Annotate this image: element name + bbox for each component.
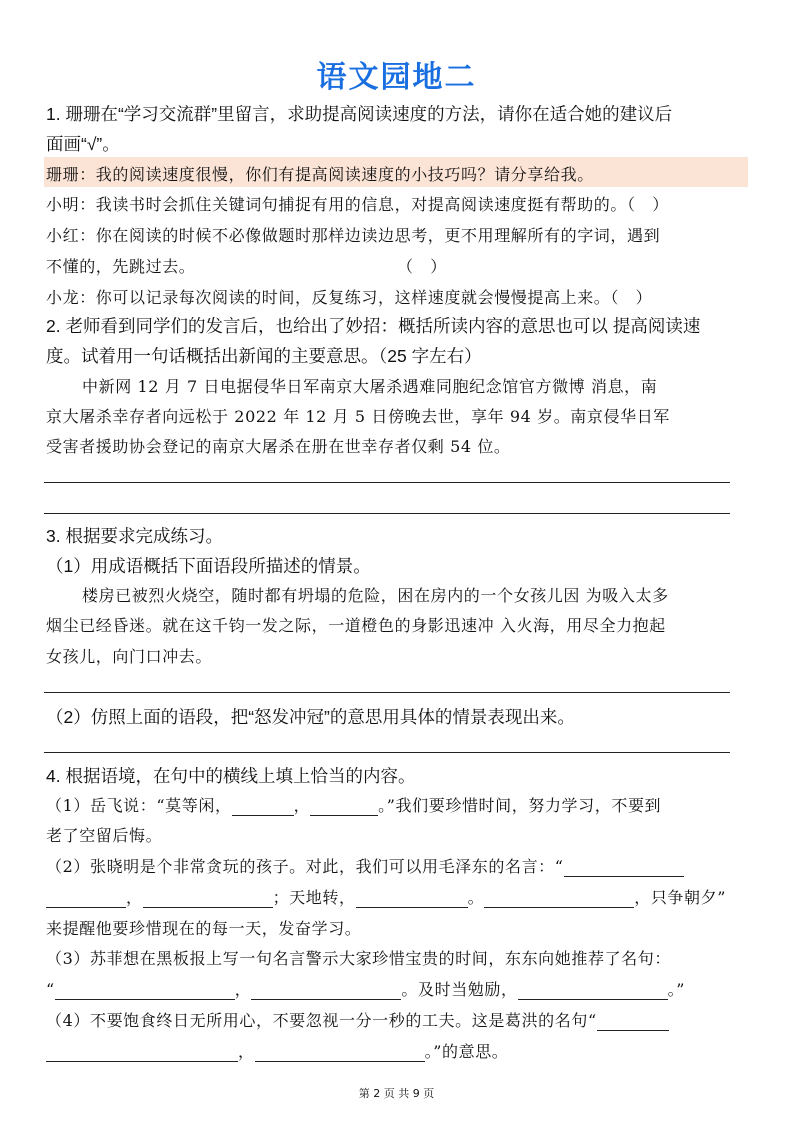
xiaoming-suggestion: 小明：我读书时会抓住关键词句捕捉有用的信息，对提高阅读速度挺有帮助的。（ ） [46, 195, 669, 214]
q4-item1-line1 [46, 793, 661, 816]
q4-item2-text-b: ， [126, 888, 143, 907]
q4-item3-blank-2[interactable] [251, 981, 401, 1000]
q4-item2-line1 [46, 854, 684, 877]
q4-item2-blank-1[interactable] [564, 858, 684, 877]
q4-item4-blank-3[interactable] [255, 1043, 425, 1062]
shanshan-message: 珊珊：我的阅读速度很慢，你们有提高阅读速度的小技巧吗？请分享给我。 [46, 165, 594, 184]
q3-sub2-answer-line[interactable] [44, 752, 730, 753]
q4-item1-text-c: 。”我们要珍惜时间，努力学习，不要到 [378, 796, 662, 815]
q3-passage-line1: 楼房已被烈火烧空，随时都有坍塌的危险，困在房内的一个女孩儿因 为吸入太多 [82, 586, 669, 605]
xiaolong-suggestion: 小龙：你可以记录每次阅读的时间，反复练习，这样速度就会慢慢提高上来。（ ） [46, 288, 653, 307]
q4-prompt: 4. 根据语境，在句中的横线上填上恰当的内容。 [46, 766, 416, 786]
q1-prompt-line2: 面画“√”。 [46, 134, 120, 154]
q4-item3-text-c: ， [234, 980, 252, 999]
q2-prompt-line1: 2. 老师看到同学们的发言后，也给出了妙招：概括所读内容的意思也可以 提高阅读速 [46, 316, 701, 336]
q3-sub1-prompt: （1）用成语概括下面语段所描述的情景。 [46, 556, 371, 576]
q4-item2-text-c: ；天地转， [272, 888, 356, 907]
q4-item3-text-e: 。” [667, 980, 685, 999]
q2-answer-line-2[interactable] [44, 513, 730, 514]
q4-item3-blank-3[interactable] [518, 981, 668, 1000]
q4-item4-blank-2[interactable] [46, 1043, 238, 1062]
q4-item2-blank-4[interactable] [356, 889, 468, 908]
q4-item1-text-b: ， [293, 796, 311, 815]
news-line2: 京大屠杀幸存者向远松于 2022 年 12 月 5 日傍晚去世，享年 94 岁。南京侵华日军 [46, 407, 670, 426]
q4-item4-text-b: ， [238, 1042, 255, 1061]
q4-item2-text-e: ，只争朝夕” [634, 888, 727, 907]
q4-item3-line2 [46, 977, 685, 1000]
q4-item4-text-c: 。”的意思。 [424, 1042, 509, 1061]
page-number: 第 2 页 共 9 页 [358, 1087, 435, 1100]
q3-passage-line3: 女孩儿，向门口冲去。 [46, 647, 213, 666]
q4-item1-blank-2[interactable] [310, 797, 378, 816]
q4-item1-line2: 老了空留后悔。 [46, 826, 163, 845]
q2-answer-line-1[interactable] [44, 482, 730, 483]
q4-item4-blank-1[interactable] [597, 1012, 669, 1031]
q1-prompt-line1: 1. 珊珊在“学习交流群”里留言，求助提高阅读速度的方法，请你在适合她的建议后 [46, 104, 673, 124]
q3-sub1-answer-line[interactable] [44, 692, 730, 693]
q4-item4-text-a: （4）不要饱食终日无所用心，不要忽视一分一秒的工夫。这是葛洪的名句“ [46, 1011, 597, 1030]
q4-item4-line1 [46, 1008, 669, 1031]
q4-item2-line3: 来提醒他要珍惜现在的每一天，发奋学习。 [46, 919, 362, 938]
xiaohong-answer-paren[interactable]: （ ） [397, 257, 447, 276]
q4-item1-text-a: （1）岳飞说：“莫等闲， [46, 796, 232, 815]
q4-item3-line1: （3）苏菲想在黑板报上写一句名言警示大家珍惜宝贵的时间，东东向她推荐了名句： [46, 949, 671, 968]
q4-item4-line2 [46, 1039, 508, 1062]
news-line3: 受害者援助协会登记的南京大屠杀在册在世幸存者仅剩 54 位。 [46, 437, 511, 456]
q4-item2-line2 [46, 885, 726, 908]
xiaohong-suggestion-line1: 小红：你在阅读的时候不必像做题时那样边读边思考，更不用理解所有的字词，遇到 [46, 226, 661, 245]
q3-sub2-prompt: （2）仿照上面的语段，把“怒发冲冠”的意思用具体的情景表现出来。 [46, 707, 575, 727]
q4-item3-blank-1[interactable] [55, 981, 235, 1000]
q4-item3-text-b: “ [46, 980, 55, 999]
xiaohong-suggestion-line2: 不懂的，先跳过去。 [46, 257, 196, 276]
q3-prompt: 3. 根据要求完成练习。 [46, 526, 223, 546]
q4-item3-text-d: 。及时当勉励， [401, 980, 518, 999]
q4-item2-blank-2[interactable] [46, 889, 126, 908]
q3-passage-line2: 烟尘已经昏迷。就在这千钧一发之际，一道橙色的身影迅速冲 入火海，用尽全力抱起 [46, 616, 666, 635]
q4-item2-text-d: 。 [467, 888, 485, 907]
q4-item2-blank-3[interactable] [143, 889, 273, 908]
page-title: 语文园地二 [316, 61, 477, 94]
q4-item1-blank-1[interactable] [232, 797, 294, 816]
q4-item2-text-a: （2）张晓明是个非常贪玩的孩子。对此，我们可以用毛泽东的名言：“ [46, 857, 564, 876]
news-line1: 中新网 12 月 7 日电据侵华日军南京大屠杀遇难同胞纪念馆官方微博 消息，南 [82, 377, 658, 396]
q2-prompt-line2: 度。试着用一句话概括出新闻的主要意思。（25 字左右） [46, 346, 482, 366]
q4-item2-blank-5[interactable] [484, 889, 634, 908]
